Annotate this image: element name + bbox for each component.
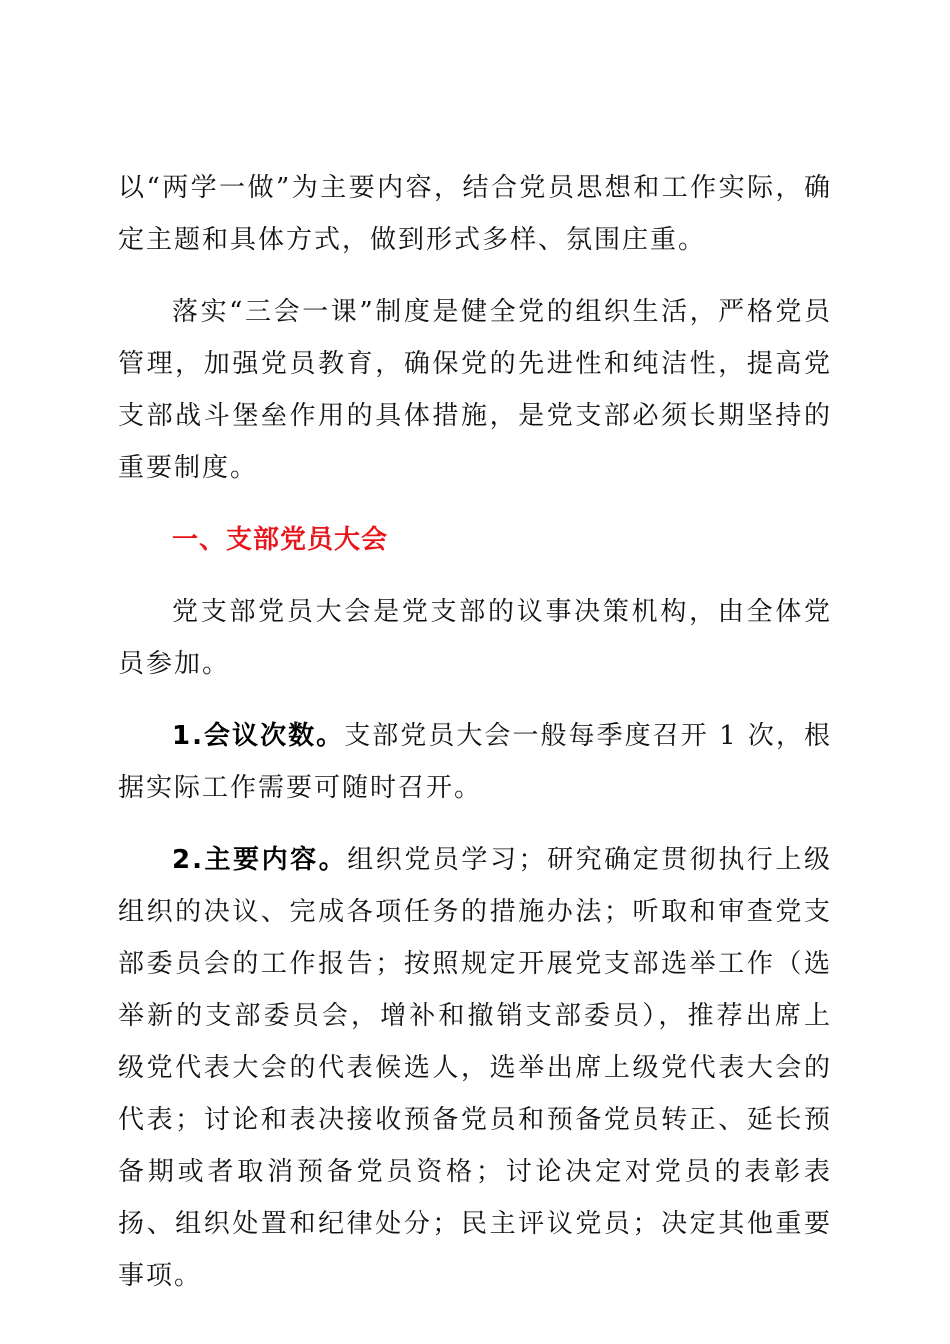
item-text-main-content: 组织党员学习；研究确定贯彻执行上级组织的决议、完成各项任务的措施办法；听取和审查党支部委员会的工作报告；按照规定开展党支部选举工作（选举新的支部委员会，增补和撤销支部委员），推荐出席上级党代表大会的代表候选人，选举出席上级党代表大会的代表；讨论和表决接收预备党员和预备党员转正、延长预备期或者取消预备党员资格；讨论决定对党员的表彰表扬、组织处置和纪律处分；民主评议党员；决定其他重要事项。 (118, 845, 832, 1291)
item-lead-main-content: 2.主要内容。 (172, 845, 348, 875)
paragraph-meeting-frequency (118, 710, 832, 814)
paragraph-three-meetings-one-lesson: 落实“三会一课”制度是健全党的组织生活，严格党员管理，加强党员教育，确保党的先进性和纯洁性，提高党支部战斗堡垒作用的具体措施，是党支部必须长期坚持的重要制度。 (118, 297, 832, 483)
paragraph-branch-meeting-definition: 党支部党员大会是党支部的议事决策机构，由全体党员参加。 (118, 597, 832, 679)
paragraph-intro-continuation: 以“两学一做”为主要内容，结合党员思想和工作实际，确定主题和具体方式，做到形式多样、氛围庄重。 (118, 173, 832, 255)
section-heading-branch-member-meeting: 一、支部党员大会 (172, 525, 389, 555)
paragraph-main-content (118, 834, 832, 1302)
item-text-meeting-frequency: 支部党员大会一般每季度召开 1 次，根据实际工作需要可随时召开。 (118, 721, 832, 803)
document-page (118, 162, 832, 1302)
item-lead-meeting-frequency: 1.会议次数。 (172, 721, 345, 751)
